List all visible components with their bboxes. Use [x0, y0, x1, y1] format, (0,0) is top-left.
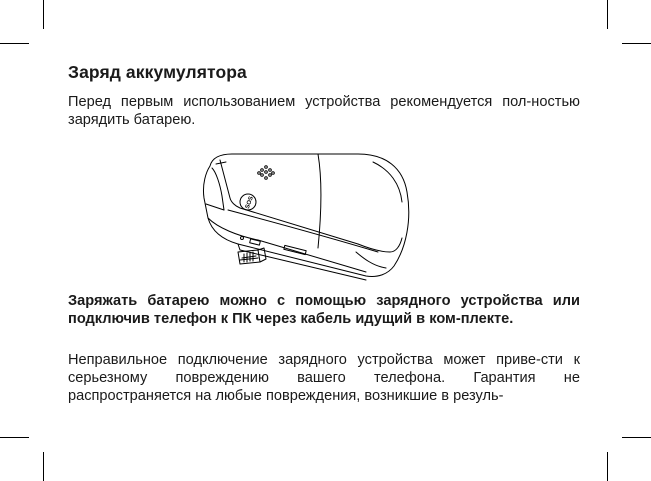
- content: [68, 62, 580, 404]
- crop-mark-bottom-right-h: [622, 437, 651, 438]
- section-heading: Заряд аккумулятора: [68, 62, 247, 82]
- warning-paragraph: Неправильное подключение зарядного устройства может приве-сти к серьезному повреждению вашего телефона. Гарантия не распространяется на любые повреждения, возникшие в резуль-: [68, 352, 580, 404]
- crop-mark-bottom-right-v: [607, 452, 608, 481]
- intro-paragraph: Перед первым использованием устройства рекомендуется пол-ностью зарядить батарею.: [68, 94, 580, 128]
- flip-phone-charging-icon: [198, 148, 418, 283]
- sos-logo-label: SOS: [244, 195, 255, 210]
- charging-method-paragraph: Заряжать батарею можно с помощью зарядного устройства или подключив телефон к ПК через кабель идущий в ком-плекте.: [68, 293, 580, 327]
- crop-mark-top-left-h: [0, 43, 29, 44]
- crop-mark-top-right-h: [622, 43, 651, 44]
- crop-mark-top-left-v: [43, 0, 44, 29]
- crop-mark-top-right-v: [607, 0, 608, 29]
- crop-mark-bottom-left-v: [43, 452, 44, 481]
- crop-mark-bottom-left-h: [0, 437, 29, 438]
